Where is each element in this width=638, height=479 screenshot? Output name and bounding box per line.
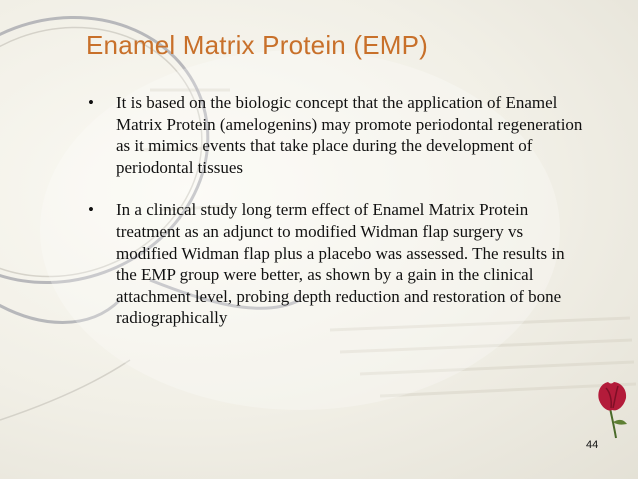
bullet-text: It is based on the biologic concept that the application of Enamel Matrix Protein (amelogenins) may promote periodontal regeneration as it mimics events that take place during the development of periodontal tissues — [116, 93, 583, 177]
bullet-list — [88, 92, 588, 329]
bullet-item — [88, 199, 588, 329]
bullet-item — [88, 92, 588, 178]
bullet-dot: • — [88, 93, 94, 112]
bullet-text: In a clinical study long term effect of Enamel Matrix Protein treatment as an adjunct to modified Widman flap surgery vs modified Widman flap plus a placebo was assessed. The results in the EMP group were better, as shown by a gain in the clinical attachment level, probing depth reduction and restoration of bone radiographically — [116, 200, 565, 328]
bullet-dot: • — [88, 200, 94, 220]
slide-title: Enamel Matrix Protein (EMP) — [86, 30, 429, 60]
page-number: 44 — [586, 439, 599, 451]
red-flower-icon — [594, 378, 634, 440]
